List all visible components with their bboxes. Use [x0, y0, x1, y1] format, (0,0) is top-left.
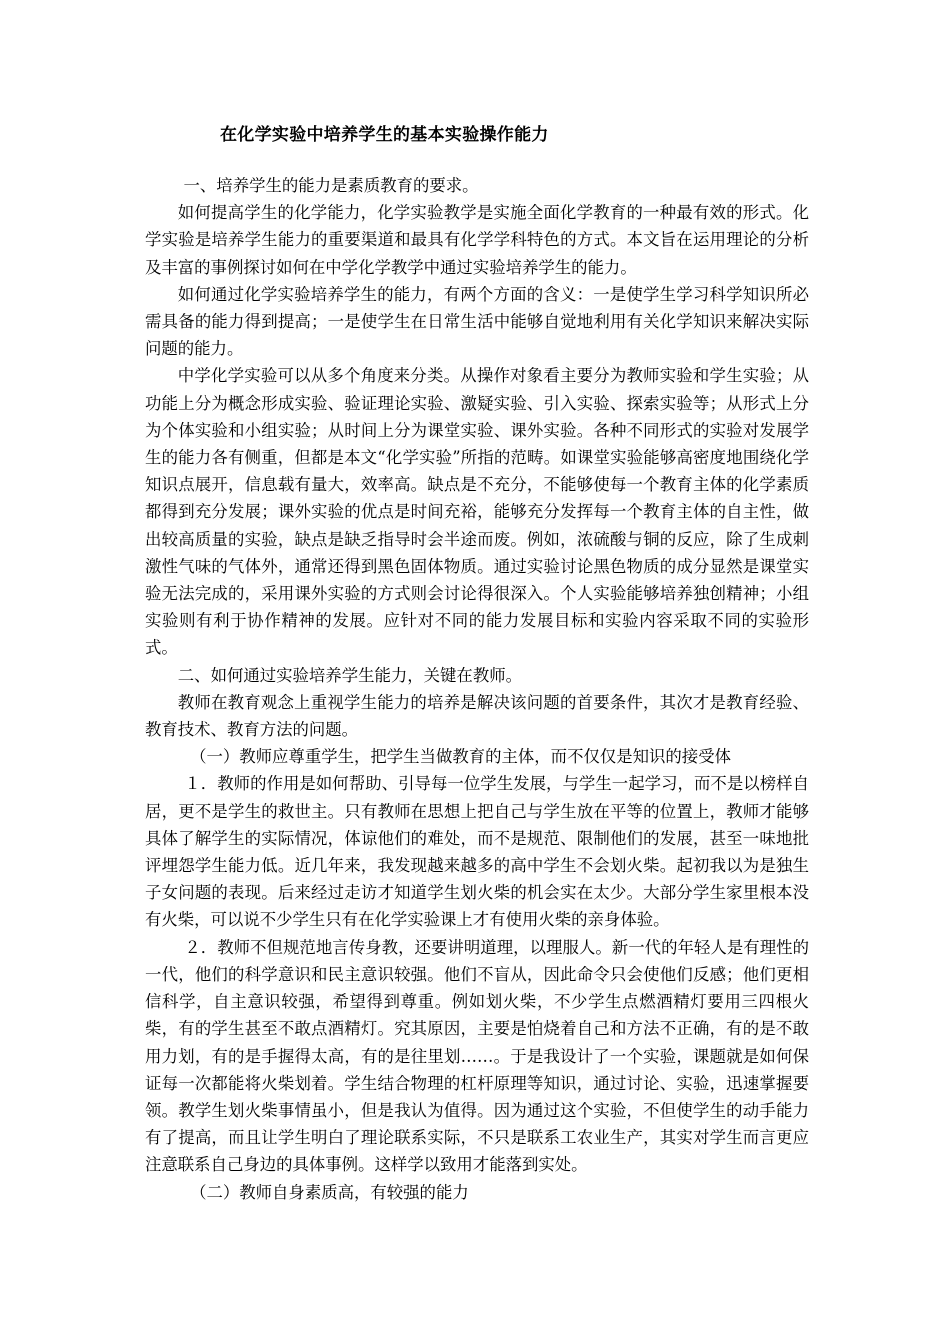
numbered-paragraph-2: ２．教师不但规范地言传身教，还要讲明道理，以理服人。新一代的年轻人是有理性的一代，他们的科学意识和民主意识较强。他们不盲从，因此命令只会使他们反感；他们更相信科学，自主意识较强，希望得到尊重。例如划火柴，不少学生点燃酒精灯要用三四根火柴，有的学生甚至不敢点酒精灯。究其原因，主要是怕烧着自己和方法不正确，有的是不敢用力划，有的是手握得太高，有的是往里划……。于是我设计了一个实验，课题就是如何保证每一次都能将火柴划着。学生结合物理的杠杆原理等知识，通过讨论、实验，迅速掌握要领。教学生划火柴事情虽小，但是我认为值得。因为通过这个实验，不但使学生的动手能力有了提高，而且让学生明白了理论联系实际，不只是联系工农业生产，其实对学生而言更应注意联系自己身边的具体事例。这样学以致用才能落到实处。 — [145, 937, 809, 1175]
subsection-heading-1: （一）教师应尊重学生，把学生当做教育的主体，而不仅仅是知识的接受体 — [190, 747, 731, 767]
paragraph: 如何提高学生的化学能力，化学实验教学是实施全面化学教育的一种最有效的形式。化学实验是培养学生能力的重要渠道和最具有化学学科特色的方式。本文旨在运用理论的分析及丰富的事例探讨如何在中学化学教学中通过实验培养学生的能力。 — [145, 203, 809, 277]
numbered-paragraph-1: １．教师的作用是如何帮助、引导每一位学生发展，与学生一起学习，而不是以榜样自居，更不是学生的救世主。只有教师在思想上把自己与学生放在平等的位置上，教师才能够具体了解学生的实际情况，体谅他们的难处，而不是规范、限制他们的发展，甚至一味地批评埋怨学生能力低。近几年来，我发现越来越多的高中学生不会划火柴。起初我以为是独生子女问题的表现。后来经过走访才知道学生划火柴的机会实在太少。大部分学生家里根本没有火柴，可以说不少学生只有在化学实验课上才有使用火柴的亲身体验。 — [145, 774, 809, 930]
paragraph: 如何通过化学实验培养学生的能力，有两个方面的含义：一是使学生学习科学知识所必需具备的能力得到提高；一是使学生在日常生活中能够自觉地利用有关化学知识来解决实际问题的能力。 — [145, 284, 809, 359]
document-title: 在化学实验中培养学生的基本实验操作能力 — [220, 125, 549, 145]
paragraph: 教师在教育观念上重视学生能力的培养是解决该问题的首要条件，其次才是教育经验、教育技术、教育方法的问题。 — [145, 692, 809, 740]
section-heading-2: 二、如何通过实验培养学生能力，关键在教师。 — [177, 665, 522, 685]
subsection-heading-2: （二）教师自身素质高，有较强的能力 — [190, 1182, 469, 1202]
document-body — [145, 120, 809, 1206]
section-heading-1: 一、培养学生的能力是素质教育的要求。 — [183, 176, 479, 195]
paragraph: 中学化学实验可以从多个角度来分类。从操作对象看主要分为教师实验和学生实验；从功能上分为概念形成实验、验证理论实验、激疑实验、引入实验、探索实验等；从形式上分为个体实验和小组实验；从时间上分为课堂实验、课外实验。各种不同形式的实验对发展学生的能力各有侧重，但都是本文“化学实验”所指的范畴。如课堂实验能够高密度地围绕化学知识点展开，信息载有量大，效率高。缺点是不充分，不能够使每一个教育主体的化学素质都得到充分发展；课外实验的优点是时间充裕，能够充分发挥每一个教育主体的自主性，做出较高质量的实验，缺点是缺乏指导时会半途而废。例如，浓硫酸与铜的反应，除了生成刺激性气味的气体外，通常还得到黑色固体物质。通过实验讨论黑色物质的成分显然是课堂实验无法完成的，采用课外实验的方式则会讨论得很深入。个人实验能够培养独创精神；小组实验则有利于协作精神的发展。应针对不同的能力发展目标和实验内容采取不同的实验形式。 — [145, 366, 809, 658]
